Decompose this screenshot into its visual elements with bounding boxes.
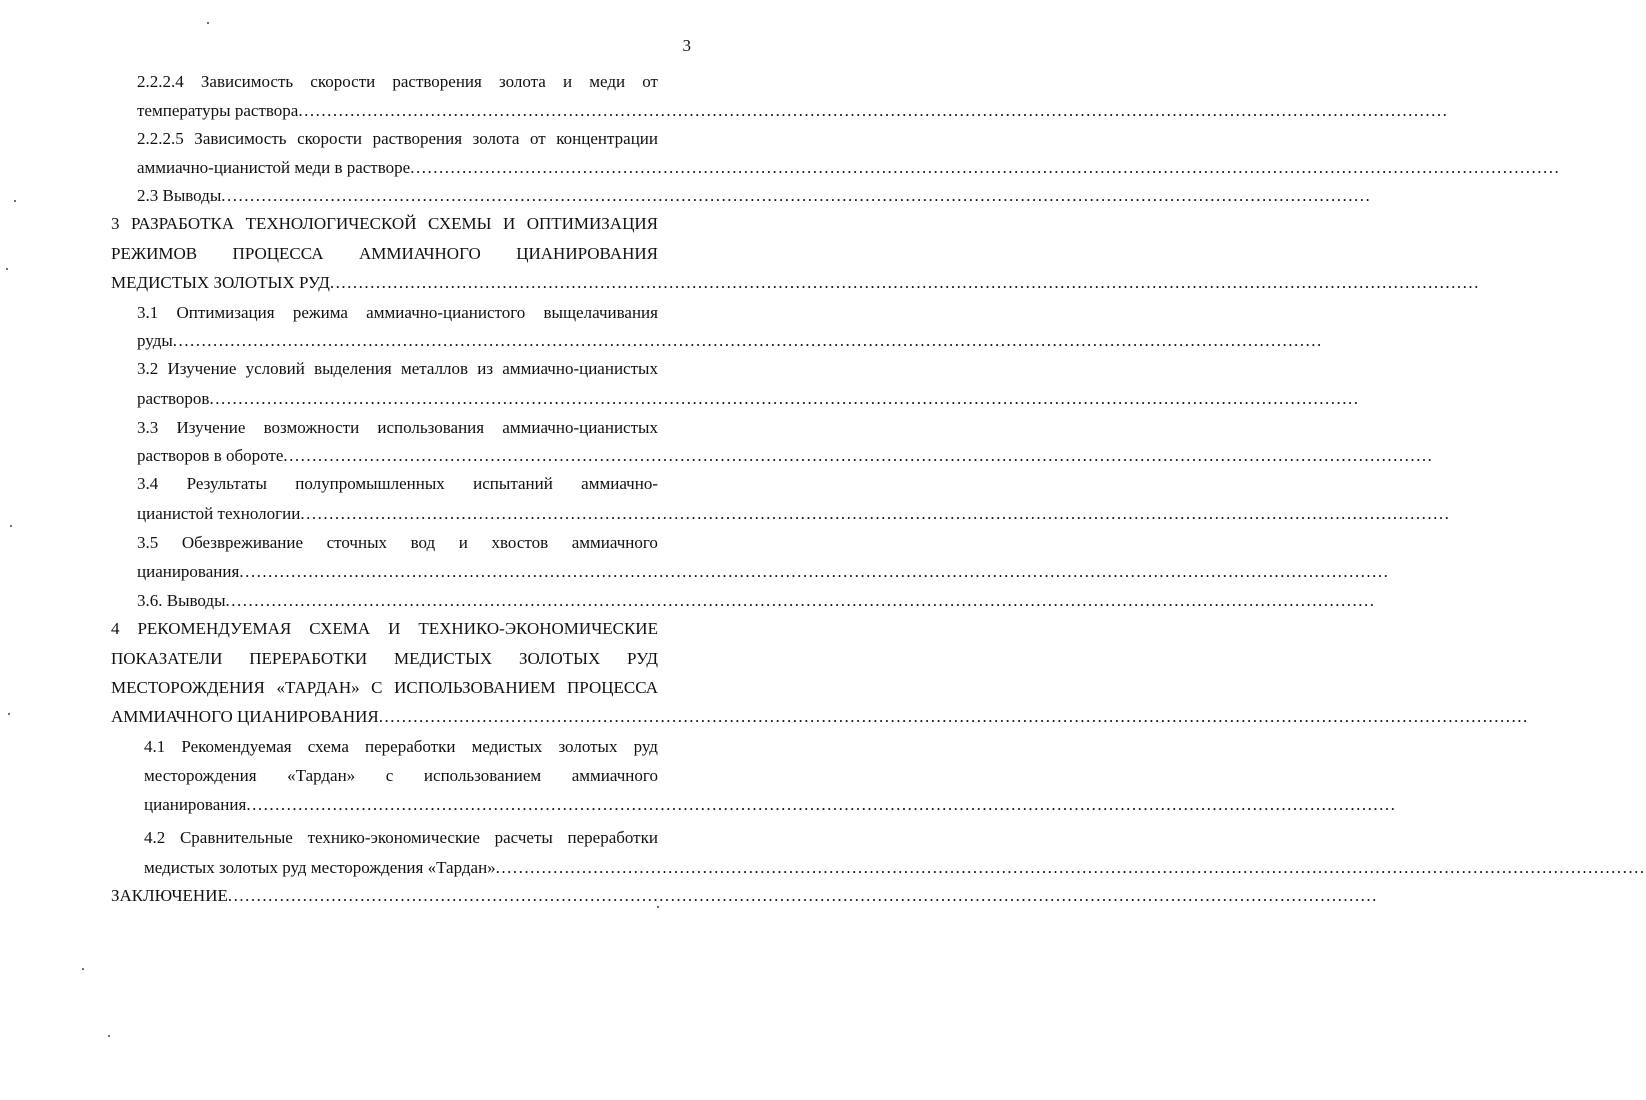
toc-word: РУД — [627, 649, 658, 668]
toc-word: золотых — [558, 737, 618, 756]
toc-word: Зависимость — [200, 72, 294, 91]
toc-word: полупромышленных — [295, 474, 445, 493]
toc-word: аммиачного — [571, 766, 658, 785]
toc-title-last-line: цианирования — [144, 795, 247, 814]
toc-word: руд — [633, 737, 658, 756]
toc-title-last-line: МЕДИСТЫХ ЗОЛОТЫХ РУД — [111, 273, 330, 292]
toc-word: 4.1 — [144, 737, 166, 756]
scan-speck — [108, 1035, 110, 1037]
toc-word: переработки — [365, 737, 456, 756]
toc-title-line — [137, 533, 658, 553]
toc-word: из — [477, 359, 494, 378]
scan-speck — [14, 200, 16, 202]
toc-word: ИСПОЛЬЗОВАНИЕМ — [394, 678, 556, 697]
toc-title-line — [111, 678, 658, 698]
toc-title-line — [137, 418, 658, 438]
toc-word: 4 — [111, 619, 120, 638]
toc-word: переработки — [567, 828, 658, 847]
toc-word: 2.2.2.5 — [137, 129, 184, 148]
toc-word: И — [502, 214, 516, 233]
toc-title-line — [111, 619, 658, 639]
toc-word: 3.5 — [137, 533, 159, 552]
toc-word: испытаний — [473, 474, 553, 493]
toc-word: И — [388, 619, 401, 638]
scan-speck — [8, 713, 10, 715]
toc-title-last-line: цианирования — [137, 562, 240, 581]
toc-word: растворения — [392, 72, 482, 91]
toc-title-last-line: цианистой технологии — [137, 504, 301, 523]
toc-word: 4.2 — [144, 828, 166, 847]
toc-word: ОПТИМИЗАЦИЯ — [526, 214, 658, 233]
toc-word: ПРОЦЕССА — [232, 244, 324, 263]
toc-title-line — [144, 766, 658, 786]
scan-speck — [657, 906, 659, 908]
toc-word: аммиачно-цианистых — [502, 359, 658, 378]
toc-word: схема — [307, 737, 349, 756]
scan-speck — [207, 22, 209, 24]
toc-title-line — [137, 359, 658, 379]
toc-word: 3.4 — [137, 474, 159, 493]
toc-word: СХЕМА — [309, 619, 371, 638]
toc-leader-dots: ........................................................................................................................................................................................................ — [246, 795, 1397, 814]
scan-speck — [10, 525, 12, 527]
toc-leader-dots: ........................................................................................................................................................................................................ — [221, 186, 1372, 205]
toc-word: использованием — [423, 766, 542, 785]
toc-word: растворения — [372, 129, 463, 148]
toc-title-line — [111, 244, 658, 264]
toc-word: от — [642, 72, 658, 91]
toc-leader-dots: ........................................................................................................................................................................................................ — [209, 389, 1360, 408]
toc-word: меди — [589, 72, 626, 91]
toc-word: 2.2.2.4 — [137, 72, 184, 91]
toc-title-last-line: ЗАКЛЮЧЕНИЕ — [111, 886, 228, 905]
toc-word: аммиачно-цианистых — [502, 418, 658, 437]
toc-word: и — [458, 533, 468, 552]
toc-title-last-line: растворов — [137, 389, 210, 408]
toc-leader-dots: ........................................................................................................................................................................................................ — [410, 158, 1561, 177]
toc-title-last-line: медистых золотых руд месторождения «Тардан» — [144, 858, 496, 877]
toc-word: золота — [499, 72, 546, 91]
toc-word: ТЕХНОЛОГИЧЕСКОЙ — [245, 214, 417, 233]
toc-word: технико-экономические — [307, 828, 480, 847]
toc-word: 3.2 — [137, 359, 159, 378]
toc-title-last-line: руды — [137, 331, 173, 350]
toc-word: Изучение — [167, 359, 237, 378]
toc-word: условий — [245, 359, 305, 378]
toc-word: сточных — [326, 533, 388, 552]
page-number: 3 — [682, 36, 691, 55]
toc-word: МЕДИСТЫХ — [393, 649, 493, 668]
toc-leader-dots: ........................................................................................................................................................................................................ — [227, 886, 1378, 905]
toc-word: использования — [377, 418, 485, 437]
toc-leader-dots: ........................................................................................................................................................................................................ — [172, 331, 1323, 350]
toc-word: РЕКОМЕНДУЕМАЯ — [137, 619, 292, 638]
toc-word: МЕСТОРОЖДЕНИЯ — [111, 678, 265, 697]
toc-word: 3 — [111, 214, 120, 233]
toc-word: 3.1 — [137, 303, 159, 322]
toc-word: «Тардан» — [287, 766, 356, 785]
toc-leader-dots: ........................................................................................................................................................................................................ — [283, 446, 1434, 465]
toc-word: выщелачивания — [543, 303, 658, 322]
toc-word: месторождения — [144, 766, 257, 785]
toc-title-line — [137, 129, 658, 149]
toc-word: и — [562, 72, 573, 91]
toc-word: скорости — [310, 72, 376, 91]
toc-word: скорости — [297, 129, 363, 148]
toc-leader-dots: ........................................................................................................................................................................................................ — [329, 273, 1480, 292]
toc-word: вод — [410, 533, 436, 552]
toc-leader-dots: ........................................................................................................................................................................................................ — [298, 101, 1449, 120]
toc-word: аммиачного — [571, 533, 658, 552]
toc-title-line — [137, 303, 658, 323]
toc-word: «ТАРДАН» — [276, 678, 360, 697]
toc-word: 3.3 — [137, 418, 159, 437]
toc-leader-dots: ........................................................................................................................................................................................................ — [300, 504, 1451, 523]
toc-word: аммиачно- — [581, 474, 658, 493]
toc-title-line — [111, 214, 658, 234]
toc-word: Сравнительные — [179, 828, 293, 847]
toc-word: золота — [472, 129, 520, 148]
toc-title-last-line: 2.3 Выводы — [137, 186, 222, 205]
toc-word: ПЕРЕРАБОТКИ — [249, 649, 368, 668]
toc-title-last-line: АММИАЧНОГО ЦИАНИРОВАНИЯ — [111, 707, 379, 726]
toc-word: Зависимость — [194, 129, 287, 148]
toc-word: С — [371, 678, 383, 697]
toc-word: Рекомендуемая — [181, 737, 292, 756]
toc-word: ТЕХНИКО-ЭКОНОМИЧЕСКИЕ — [418, 619, 658, 638]
toc-word: ЦИАНИРОВАНИЯ — [516, 244, 658, 263]
toc-leader-dots: ........................................................................................................................................................................................................ — [225, 591, 1376, 610]
toc-word: РАЗРАБОТКА — [130, 214, 235, 233]
toc-title-last-line: аммиачно-цианистой меди в растворе — [137, 158, 411, 177]
toc-word: от — [530, 129, 546, 148]
toc-leader-dots: ........................................................................................................................................................................................................ — [378, 707, 1529, 726]
toc-word: АММИАЧНОГО — [359, 244, 481, 263]
toc-leader-dots: ........................................................................................................................................................................................................ — [495, 858, 1646, 877]
toc-leader-dots: ........................................................................................................................................................................................................ — [239, 562, 1390, 581]
toc-word: выделения — [314, 359, 392, 378]
toc-word: металлов — [400, 359, 469, 378]
toc-word: ПОКАЗАТЕЛИ — [111, 649, 223, 668]
toc-title-line — [144, 828, 658, 848]
toc-word: хвостов — [491, 533, 549, 552]
toc-word: режима — [292, 303, 348, 322]
toc-title-last-line: температуры раствора — [137, 101, 299, 120]
toc-word: Обезвреживание — [181, 533, 304, 552]
scan-speck — [82, 968, 84, 970]
toc-word: Результаты — [186, 474, 267, 493]
toc-word: концентрации — [556, 129, 658, 148]
toc-word: расчеты — [494, 828, 553, 847]
toc-title-line — [111, 649, 658, 669]
scan-speck — [6, 268, 8, 270]
toc-word: с — [385, 766, 394, 785]
toc-title-last-line: растворов в обороте — [137, 446, 284, 465]
toc-word: Изучение — [176, 418, 246, 437]
toc-title-line — [137, 72, 658, 92]
toc-word: ЗОЛОТЫХ — [518, 649, 601, 668]
toc-word: возможности — [263, 418, 360, 437]
toc-title-last-line: 3.6. Выводы — [137, 591, 226, 610]
toc-word: медистых — [471, 737, 543, 756]
toc-title-line — [137, 474, 658, 494]
toc-word: РЕЖИМОВ — [111, 244, 198, 263]
toc-title-line — [144, 737, 658, 757]
toc-word: СХЕМЫ — [427, 214, 492, 233]
toc-word: ПРОЦЕССА — [567, 678, 658, 697]
toc-word: Оптимизация — [176, 303, 275, 322]
toc-word: аммиачно-цианистого — [366, 303, 526, 322]
